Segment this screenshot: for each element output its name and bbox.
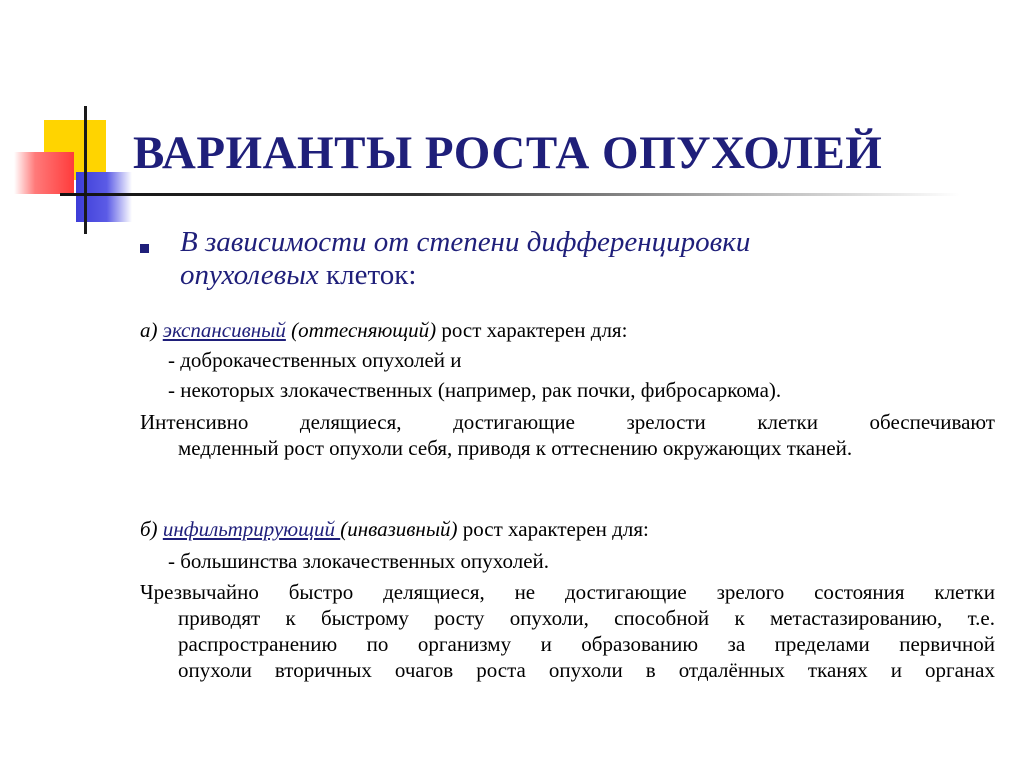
section-a-synonym: (оттесняющий) [285,318,437,342]
slide-title: ВАРИАНТЫ РОСТА ОПУХОЛЕЙ [133,127,883,179]
section-b-synonym: (инвазивный) [340,517,458,541]
section-a-term-link[interactable]: экспансивный [162,318,286,342]
main-bullet [140,226,900,292]
section-b-paragraph-first: Чрезвычайно быстро делящиеся, не достигающие зрелого состояния клетки [140,580,995,604]
section-b-heading [140,516,649,542]
bullet-square-icon [140,244,149,253]
section-b-prefix: б) [140,517,163,541]
section-b [140,516,649,574]
section-b-term-link[interactable]: инфильтрирующий [162,517,341,541]
section-b-paragraph-line-3: распространению по организму и образованию за пределами первичной [178,632,995,656]
deco-vertical-line [84,106,87,234]
section-a-heading [140,317,781,343]
title-underline [60,193,960,196]
bullet-tail: клеток: [318,259,417,291]
section-a-item-2: - некоторых злокачественных (например, рак почки, фибросаркома). [168,378,782,402]
section-a [140,317,781,403]
deco-red-bar [14,152,74,194]
section-b-item-1: - большинства злокачественных опухолей. [168,549,550,573]
section-a-paragraph-rest: медленный рост опухоли себя, приводя к оттеснению окружающих тканей. [178,436,853,460]
bullet-line-1: В зависимости от степени дифференцировки [180,226,751,258]
section-b-paragraph-line-4: опухоли вторичных очагов роста опухоли в отдалённых тканях и органах [178,658,995,682]
bullet-line-2: опухолевых [180,259,319,291]
section-a-item-1: - доброкачественных опухолей и [168,348,462,372]
bullet-text [180,226,900,292]
section-a-prefix: а) [140,318,163,342]
section-b-tail: рост характерен для: [457,517,649,541]
section-a-paragraph [140,409,995,461]
section-b-paragraph [140,579,995,683]
section-b-paragraph-line-2: приводят к быстрому росту опухоли, способной к метастазированию, т.е. [178,606,995,630]
section-a-paragraph-first: Интенсивно делящиеся, достигающие зрелости клетки обеспечивают [140,410,995,434]
section-a-tail: рост характерен для: [436,318,628,342]
